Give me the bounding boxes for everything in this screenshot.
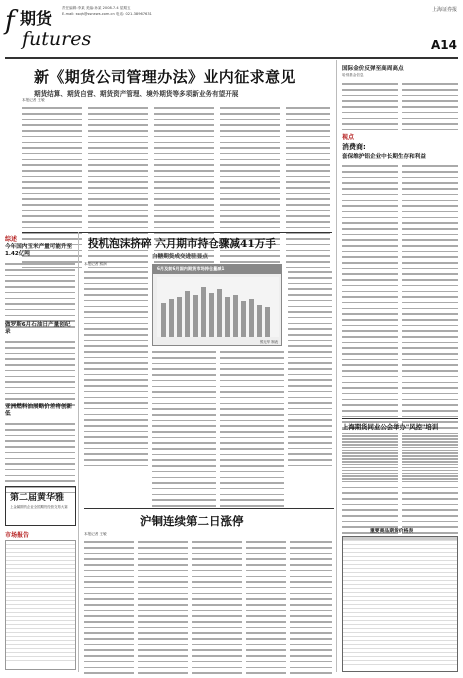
copper-body-col5 xyxy=(290,540,332,678)
lead-byline: 本报记者 王敏 xyxy=(22,98,45,102)
masthead-logo-letter: f xyxy=(5,6,15,36)
left-heading-fuel: 亚洲燃料油展略价差将创新低 xyxy=(5,404,73,417)
right-rule-2 xyxy=(342,418,458,419)
lead-headline: 新《期货公司管理办法》业内征求意见 xyxy=(34,68,296,86)
middle-body-col2 xyxy=(152,350,216,509)
left-heading-corn: 今年国内玉米产量可能升至1.42亿吨 xyxy=(5,244,73,257)
right-body-1b xyxy=(402,82,458,133)
left-ad-title: 第二届黄华雅 xyxy=(10,493,65,503)
right-heading-gold: 国际金价反弹至高周高点 xyxy=(342,66,404,72)
masthead-title-en: futures xyxy=(22,28,92,50)
masthead xyxy=(0,0,463,56)
left-col-divider xyxy=(78,232,79,672)
middle-byline: 本报记者 熊润 xyxy=(84,262,107,266)
right-col-divider xyxy=(336,60,337,672)
right-price-table xyxy=(342,536,458,672)
right-tag-view: 视点 xyxy=(342,134,355,141)
middle-headline: 投机泡沫挤碎 六月期市持仓骤减41万手 xyxy=(88,238,276,250)
right-body-3b xyxy=(402,434,458,542)
left-tag-report: 市场报告 xyxy=(5,532,30,539)
copper-body-col2 xyxy=(138,540,188,678)
left-heading-oil: 做罗斯6月石油日产量创纪录 xyxy=(5,322,71,335)
lead-bottom-rule xyxy=(22,232,332,233)
lead-subheadline: 期货结算、期货自营、期货资产管理、境外期货等多项新业务有望开展 xyxy=(34,90,239,98)
masthead-rule xyxy=(5,57,458,59)
masthead-section: 上海证券报 xyxy=(431,7,457,13)
chart-source: 熊无华 制表 xyxy=(259,340,278,344)
left-ad-sub: 上金属期货企业全国期货经营交易大赛 xyxy=(10,505,68,509)
chart-title: 6月及前6月国内期货市场持仓量减1 xyxy=(157,266,225,271)
left-ad-box xyxy=(5,486,76,526)
right-heading-gold-sub: 哈别基金信息 xyxy=(342,73,364,77)
copper-body-col4 xyxy=(246,540,286,678)
chart-title-bar xyxy=(153,265,281,274)
masthead-date-line: E-mail: ssqh@ssnews.com.cn 电话: 021-38967631 xyxy=(62,12,152,16)
left-body-1 xyxy=(5,262,75,330)
right-heading-consumer: 消费商: xyxy=(342,143,366,151)
copper-top-rule xyxy=(84,508,334,509)
left-body-2 xyxy=(5,340,75,408)
copper-byline: 本报记者 王敏 xyxy=(84,532,107,536)
left-body-3 xyxy=(5,422,75,496)
middle-body-col4 xyxy=(288,270,332,469)
chart-frame xyxy=(152,264,282,346)
copper-body-col3 xyxy=(192,540,242,678)
right-body-1a xyxy=(342,82,398,133)
left-market-table xyxy=(5,540,76,670)
masthead-title-cn: 期货 xyxy=(20,9,53,28)
right-body-3a xyxy=(342,434,398,542)
right-heading-training: 上海期货同业公会举办"风控"培训 xyxy=(342,423,439,431)
right-table-title: 重要商品期货价格表 xyxy=(370,529,414,534)
masthead-info: 责任编辑:李某 美编:孙某 2008.7.4 星期五 xyxy=(62,6,131,10)
lead-body-col5 xyxy=(286,106,330,271)
middle-body-col3 xyxy=(220,350,284,509)
right-heading-consumer-sub: 套保维护铝企业中长期生存和利益 xyxy=(342,154,426,160)
copper-headline: 沪铜连续第二日涨停 xyxy=(140,514,244,528)
chart-plot xyxy=(157,277,279,337)
copper-body-col1 xyxy=(84,540,134,678)
left-tag-summary: 综述 xyxy=(5,236,18,243)
middle-body-col1 xyxy=(84,270,148,469)
page-number: A14 xyxy=(431,38,457,52)
middle-subheadline: 白糖期货成交进驻显点 xyxy=(152,254,208,260)
